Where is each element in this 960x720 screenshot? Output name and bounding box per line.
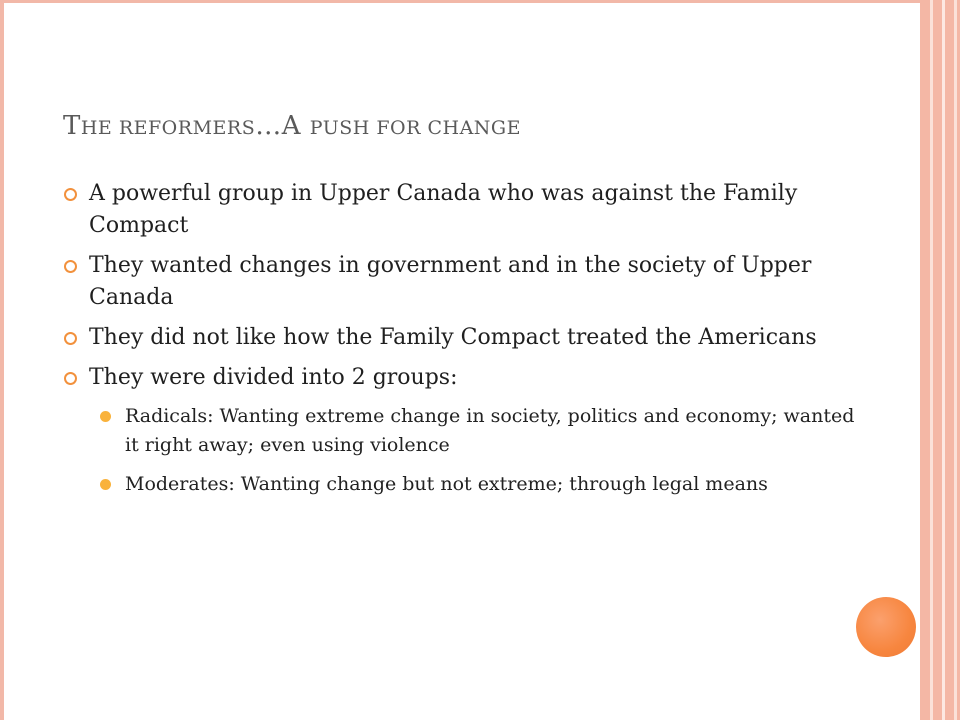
dot-bullet-icon xyxy=(100,411,111,422)
title-smallcaps xyxy=(63,104,783,144)
sub-bullet-text: Radicals: Wanting extreme change in society, politics and economy; wanted it right away; even using violence xyxy=(125,405,855,456)
sub-bullet-text: Moderates: Wanting change but not extreme; through legal means xyxy=(125,473,768,495)
bullet-text: They were divided into 2 groups: xyxy=(89,365,458,390)
top-border xyxy=(0,0,920,3)
bullet-text: They wanted changes in government and in the society of Upper Canada xyxy=(89,253,812,310)
bullet-item xyxy=(64,178,864,242)
bullet-item xyxy=(64,322,864,354)
bullet-list xyxy=(64,178,864,509)
sub-bullet-list xyxy=(64,402,864,499)
left-border xyxy=(0,0,4,720)
slide-title xyxy=(63,104,783,151)
ring-bullet-icon xyxy=(64,332,77,345)
svg-text:THE REFORMERS…A PUSH FOR CHANG: THE REFORMERS…A PUSH FOR CHANGE xyxy=(63,111,521,141)
dot-bullet-icon xyxy=(100,479,111,490)
bullet-item xyxy=(64,362,864,394)
bullet-text: A powerful group in Upper Canada who was against the Family Compact xyxy=(89,181,798,238)
decorative-circle xyxy=(856,597,916,657)
bullet-item xyxy=(64,250,864,314)
ring-bullet-icon xyxy=(64,260,77,273)
sub-bullet-item xyxy=(64,470,864,499)
ring-bullet-icon xyxy=(64,188,77,201)
sub-bullet-item xyxy=(64,402,864,460)
ring-bullet-icon xyxy=(64,372,77,385)
decorative-stripes xyxy=(920,0,960,720)
bullet-text: They did not like how the Family Compact treated the Americans xyxy=(89,325,817,350)
